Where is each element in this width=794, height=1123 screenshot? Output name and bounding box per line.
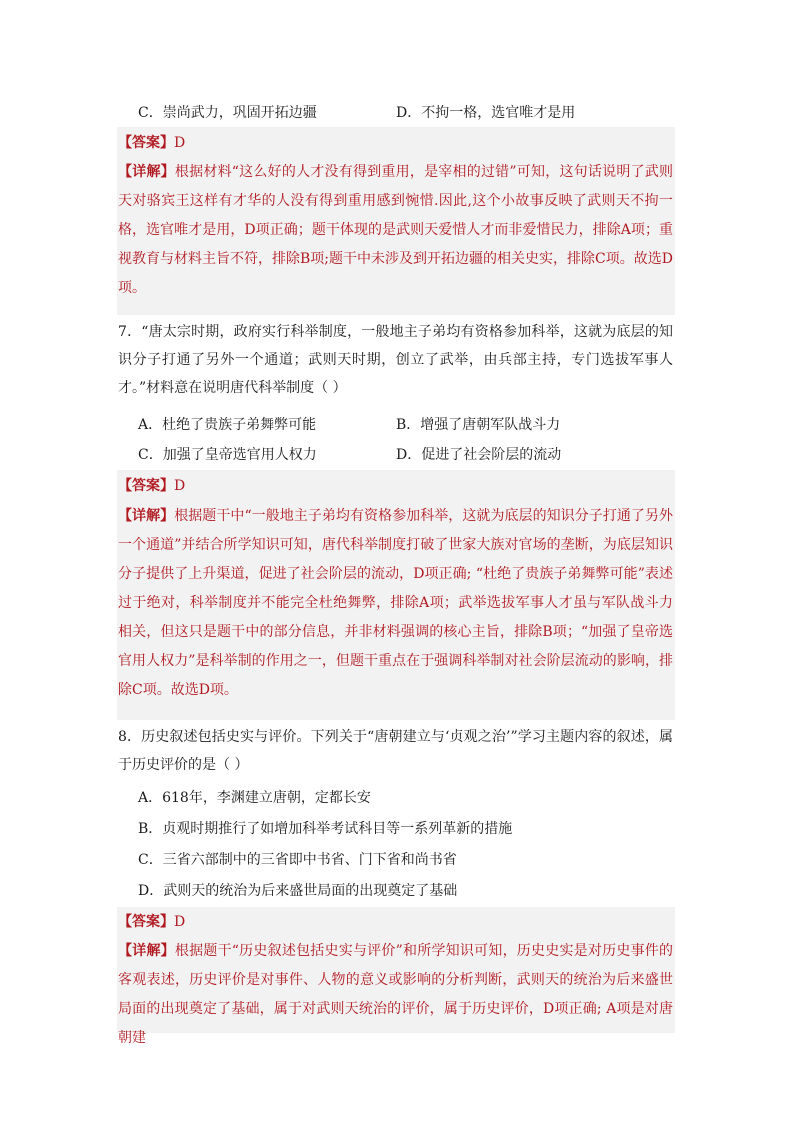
q8-option-a: A．618年，李渊建立唐朝，定都长安	[138, 790, 371, 806]
detail-text: 根据题干中“一般地主子弟均有资格参加科举，这就为底层的知识分子打通了另外一个通道”并结合所学知识可知，唐代科举制度打破了世家大族对官场的垄断，为底层知识分子提供了上升渠道，促进了社会阶层的流动，D项正确; “杜绝了贵族子弟舞弊可能”表述过于绝对，科举制度并不能完全杜绝舞弊，排除A项；武举选拔军事人才虽与军队战斗力相关，但这只是题干中的部分信息，并非材料强调的核心主旨，排除B项；“加强了皇帝选官用人权力”是科举制的作用之一，但题干重点在于强调科举制对社会阶层流动的影响，排除C项。故选D项。	[118, 508, 674, 698]
q8-detail	[118, 937, 673, 1053]
q7-answer-line	[118, 476, 185, 496]
answer-value: D	[174, 478, 186, 494]
q7-option-b: B．增强了唐朝军队战斗力	[396, 417, 561, 433]
q7-option-a: A．杜绝了贵族子弟舞弊可能	[138, 417, 317, 433]
detail-text: 根据材料“这么好的人才没有得到重用，是宰相的过错”可知，这句话说明了武则天对骆宾王这样有才华的人没有得到重用感到惋惜.因此,这个小故事反映了武则天不拘一格，选官唯才是用，D项正确；题干体现的是武则天爱惜人才而非爱惜民力，排除A项；重视教育与材料主旨不符，排除B项;题干中未涉及到开拓边疆的相关史实，排除C项。故选D项。	[118, 164, 674, 296]
q8-option-b: B．贞观时期推行了如增加科举考试科目等一系列革新的措施	[138, 821, 513, 837]
answer-value: D	[174, 135, 186, 151]
answer-tag: 【答案】	[118, 478, 174, 494]
q8-option-c: C．三省六部制中的三省即中书省、门下省和尚书省	[138, 852, 457, 868]
q7-option-c: C．加强了皇帝选官用人权力	[138, 447, 317, 463]
q7-option-d: D．促进了社会阶层的流动	[396, 447, 562, 463]
answer-value: D	[174, 914, 186, 930]
answer-tag: 【答案】	[118, 135, 174, 151]
answer-tag: 【答案】	[118, 914, 174, 930]
detail-tag: 【详解】	[118, 164, 175, 180]
detail-text: 根据题干“历史叙述包括史实与评价”和所学知识可知，历史史实是对历史事件的客观表述，历史评价是对事件、人物的意义或影响的分析判断，武则天的统治为后来盛世局面的出现奠定了基础，属于对武则天统治的评价，属于历史评价，D项正确; A项是对唐朝建	[118, 943, 674, 1046]
q6-option-d: D．不拘一格，选官唯才是用	[396, 105, 576, 121]
q6-option-c: C．崇尚武力，巩固开拓边疆	[138, 105, 317, 121]
detail-tag: 【详解】	[118, 508, 175, 524]
q8-option-d: D．武则天的统治为后来盛世局面的出现奠定了基础	[138, 883, 458, 899]
q6-answer-line	[118, 133, 185, 153]
detail-tag: 【详解】	[118, 943, 175, 959]
q7-detail	[118, 502, 673, 705]
q6-detail	[118, 158, 673, 303]
q8-answer-line	[118, 912, 185, 932]
q8-stem: 8．历史叙述包括史实与评价。下列关于“唐朝建立与‘贞观之治’”学习主题内容的叙述，属于历史评价的是（ ）	[118, 729, 673, 773]
q7-stem: 7．“唐太宗时期，政府实行科举制度，一般地主子弟均有资格参加科举，这就为底层的知识分子打通了另外一个通道；武则天时期，创立了武举，由兵部主持，专门选拔军事人才。”材料意在说明唐代科举制度（ ）	[118, 324, 673, 396]
